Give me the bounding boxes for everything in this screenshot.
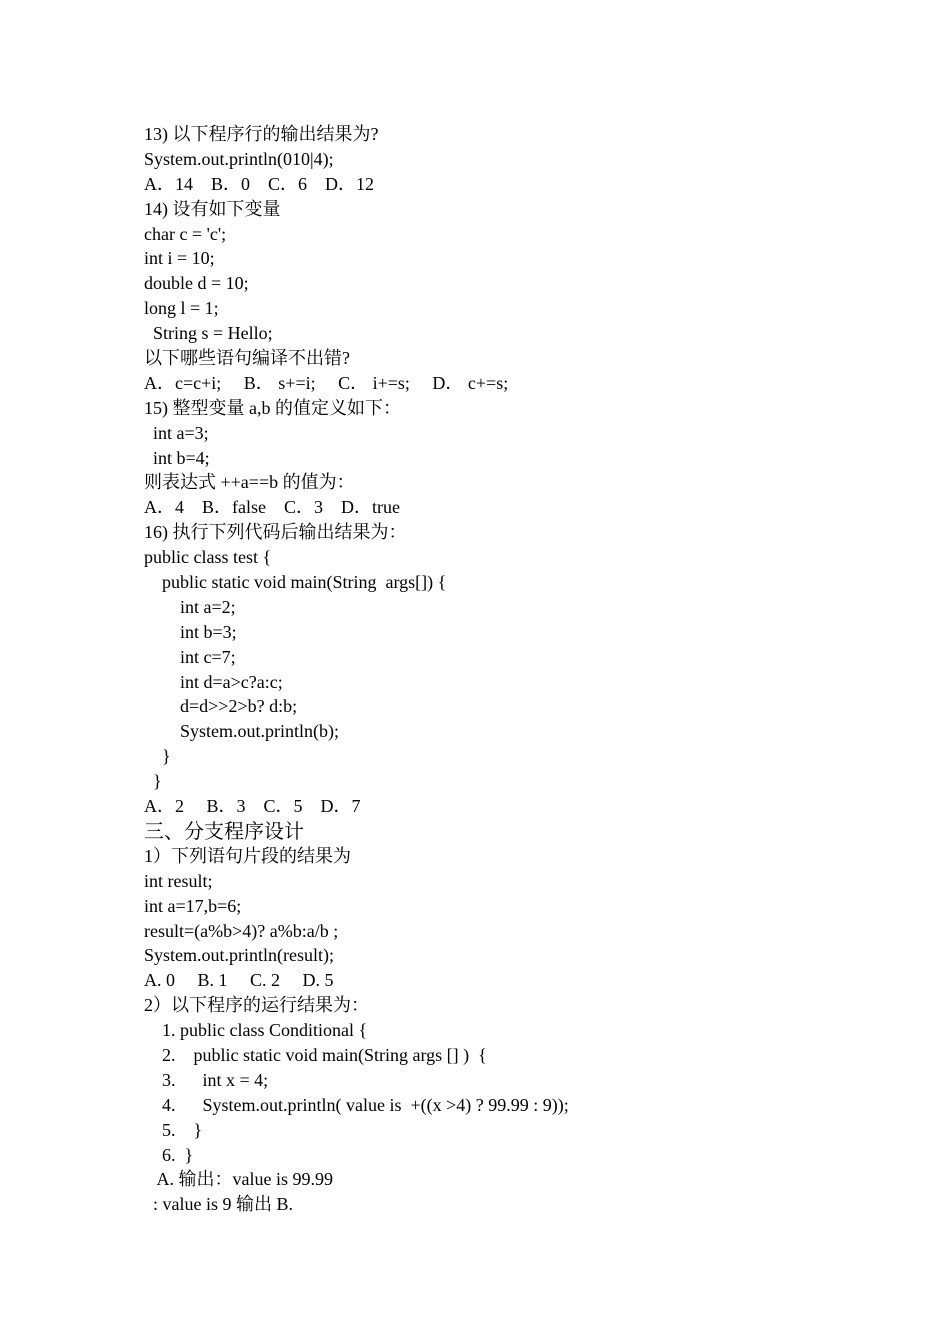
answer-options: A．c=c+i; B． s+=i; C． i+=s; D． c+=s; (144, 372, 509, 393)
code-line: 5. } (144, 1119, 203, 1140)
code-line: int a=17,b=6; (144, 895, 242, 916)
code-line: d=d>>2>b? d:b; (144, 696, 298, 717)
code-line: public static void main(String args[]) { (144, 572, 447, 593)
code-line: 2. public static void main(String args [] ) { (144, 1044, 487, 1065)
question-13-title: 13) 以下程序行的输出结果为? (144, 124, 379, 144)
code-line: System.out.println(010|4); (144, 148, 334, 169)
answer-text: A. 输出：value is 99.99 (144, 1169, 333, 1190)
question-14-title: 14) 设有如下变量 (144, 198, 281, 219)
code-line: char c = 'c'; (144, 223, 227, 244)
code-line: int b=4; (144, 447, 210, 468)
code-line: 4. System.out.println( value is +((x >4) ? 99.99 : 9)); (144, 1094, 569, 1115)
answer-text: : value is 9 输出 B. (144, 1194, 293, 1215)
code-line: System.out.println(b); (144, 721, 339, 742)
code-line: int a=2; (144, 596, 236, 617)
code-line: int a=3; (144, 422, 209, 443)
code-line: } (144, 771, 162, 792)
code-line: System.out.println(result); (144, 945, 334, 966)
code-line: 1. public class Conditional { (144, 1020, 368, 1041)
document-body (144, 122, 864, 1217)
code-line: int result; (144, 870, 213, 891)
answer-options: A．4 B．false C．3 D．true (144, 497, 400, 518)
code-line: 6. } (144, 1144, 194, 1165)
code-line: int b=3; (144, 621, 237, 642)
question-1-title: 1）下列语句片段的结果为 (144, 845, 351, 866)
code-line: 3. int x = 4; (144, 1069, 269, 1090)
code-line: long l = 1; (144, 298, 219, 319)
answer-options: A. 0 B. 1 C. 2 D. 5 (144, 970, 334, 991)
code-line: int i = 10; (144, 248, 215, 269)
question-text: 则表达式 ++a==b 的值为： (144, 472, 355, 493)
question-text: 以下哪些语句编译不出错? (144, 348, 350, 369)
answer-options: A．14 B．0 C．6 D．12 (144, 173, 375, 194)
answer-options: A．2 B．3 C．5 D．7 (144, 796, 361, 817)
code-line: double d = 10; (144, 273, 249, 294)
code-line: result=(a%b>4)? a%b:a/b ; (144, 920, 339, 941)
code-line: int d=a>c?a:c; (144, 671, 283, 692)
code-line: int c=7; (144, 646, 236, 667)
question-16-title: 16) 执行下列代码后输出结果为： (144, 522, 407, 543)
code-line: String s = Hello; (144, 323, 273, 344)
code-line: } (144, 746, 171, 767)
code-line: public class test { (144, 547, 272, 568)
section-heading: 三、分支程序设计 (144, 818, 304, 843)
question-15-title: 15) 整型变量 a,b 的值定义如下： (144, 397, 401, 418)
question-2-title: 2）以下程序的运行结果为： (144, 995, 369, 1016)
